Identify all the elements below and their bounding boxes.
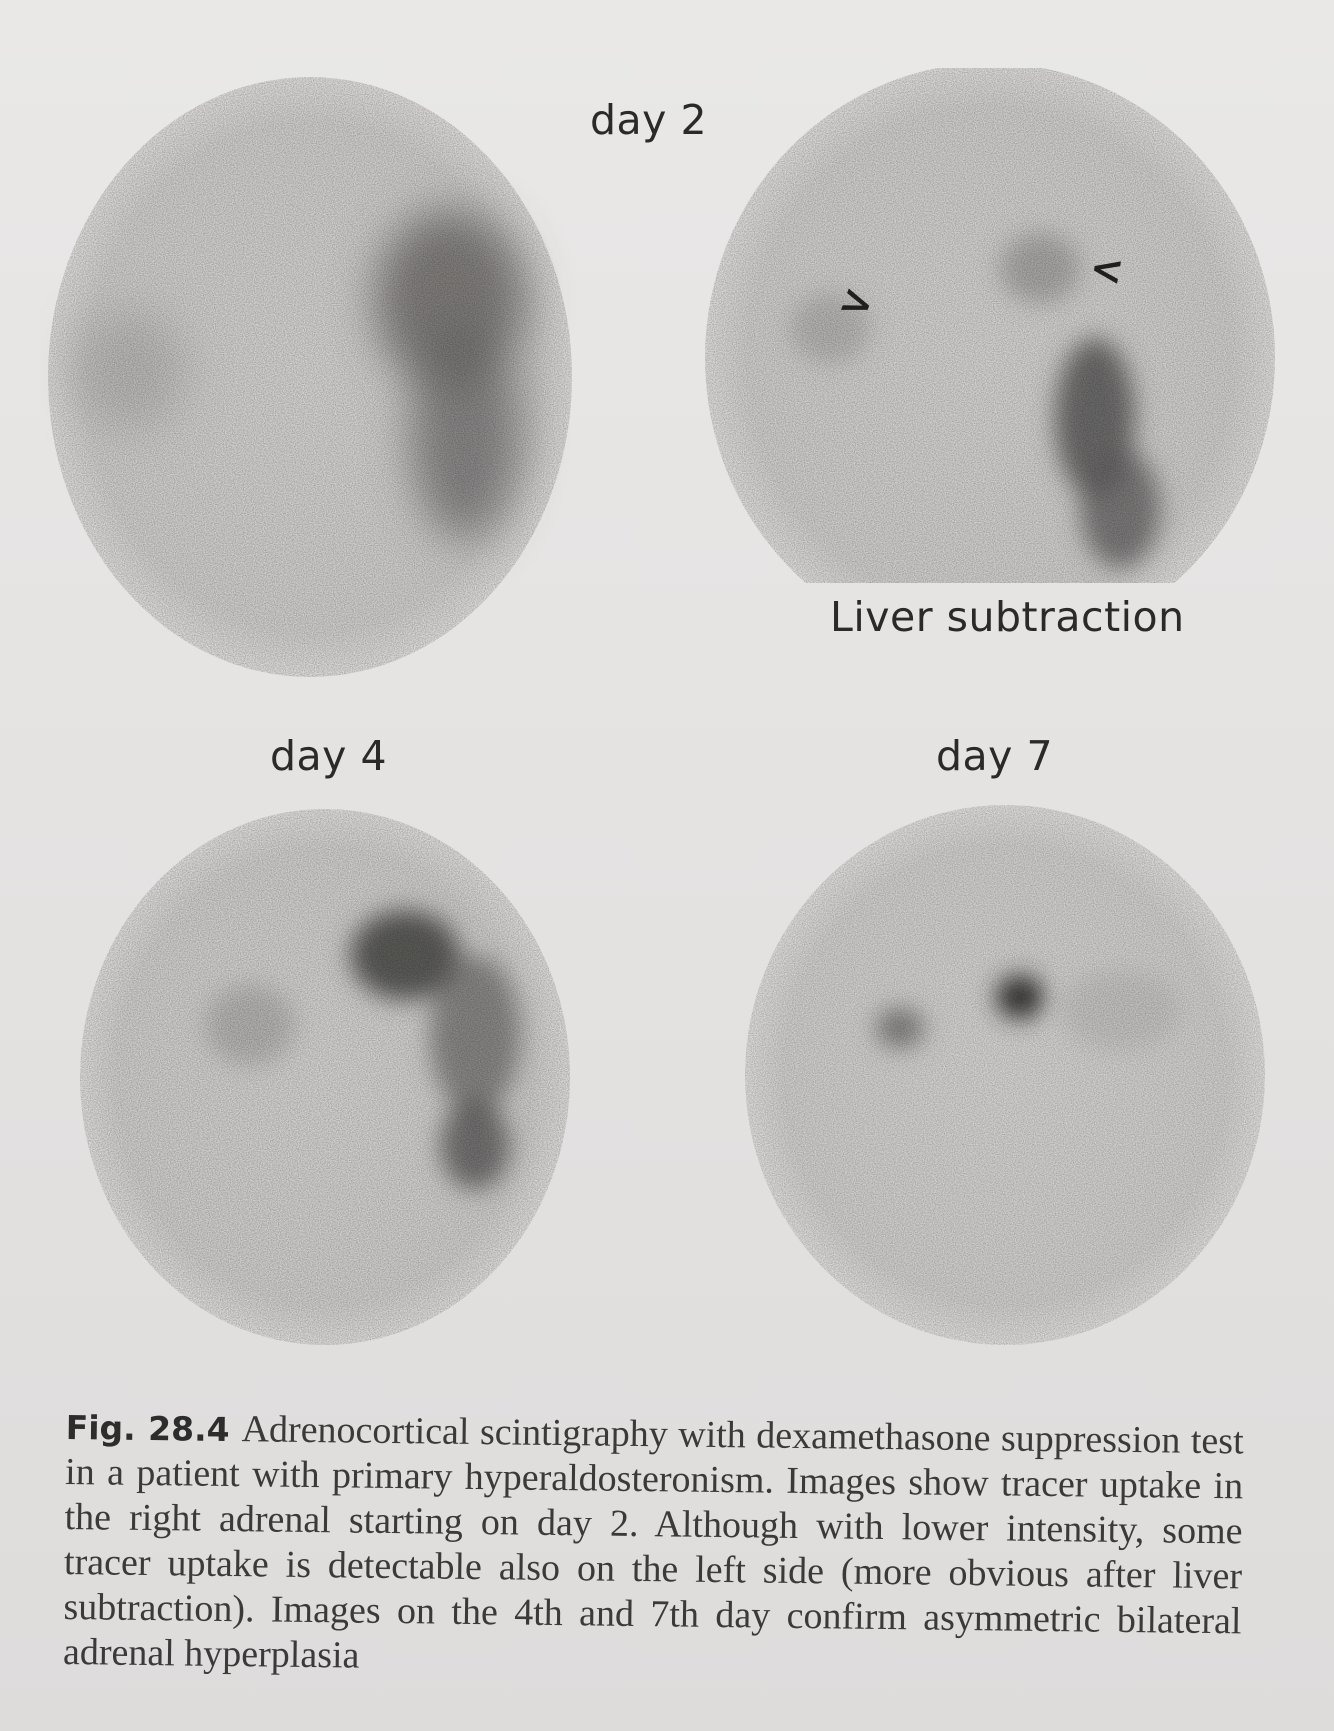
scan-day4 xyxy=(75,805,575,1350)
day2-label: day 2 xyxy=(590,96,708,144)
figure-number: Fig. 28.4 xyxy=(65,1407,230,1449)
liver-subtraction-label: Liver subtraction xyxy=(830,593,1185,641)
day4-label: day 4 xyxy=(270,732,388,780)
figure-caption xyxy=(63,1405,1244,1689)
right-adrenal-arrow: < xyxy=(1086,244,1128,296)
day7-label: day 7 xyxy=(936,732,1054,780)
left-adrenal-arrow: > xyxy=(833,275,881,331)
scan-day7 xyxy=(740,800,1270,1350)
scan-day2 xyxy=(40,70,580,685)
caption-text: Adrenocortical scintigraphy with dexamethasone suppression test in a patient with primary hyperaldosteronism. Images show tracer uptake in the right adrenal starting on day 2. Although with lower intensity, some tracer uptake is detectable also on the left side (more obvious after liver subtraction). Images on the 4th and 7th day confirm asymmetric bilateral adrenal hyperplasia xyxy=(62,1408,1244,1677)
scan-liver-subtraction xyxy=(700,68,1280,588)
